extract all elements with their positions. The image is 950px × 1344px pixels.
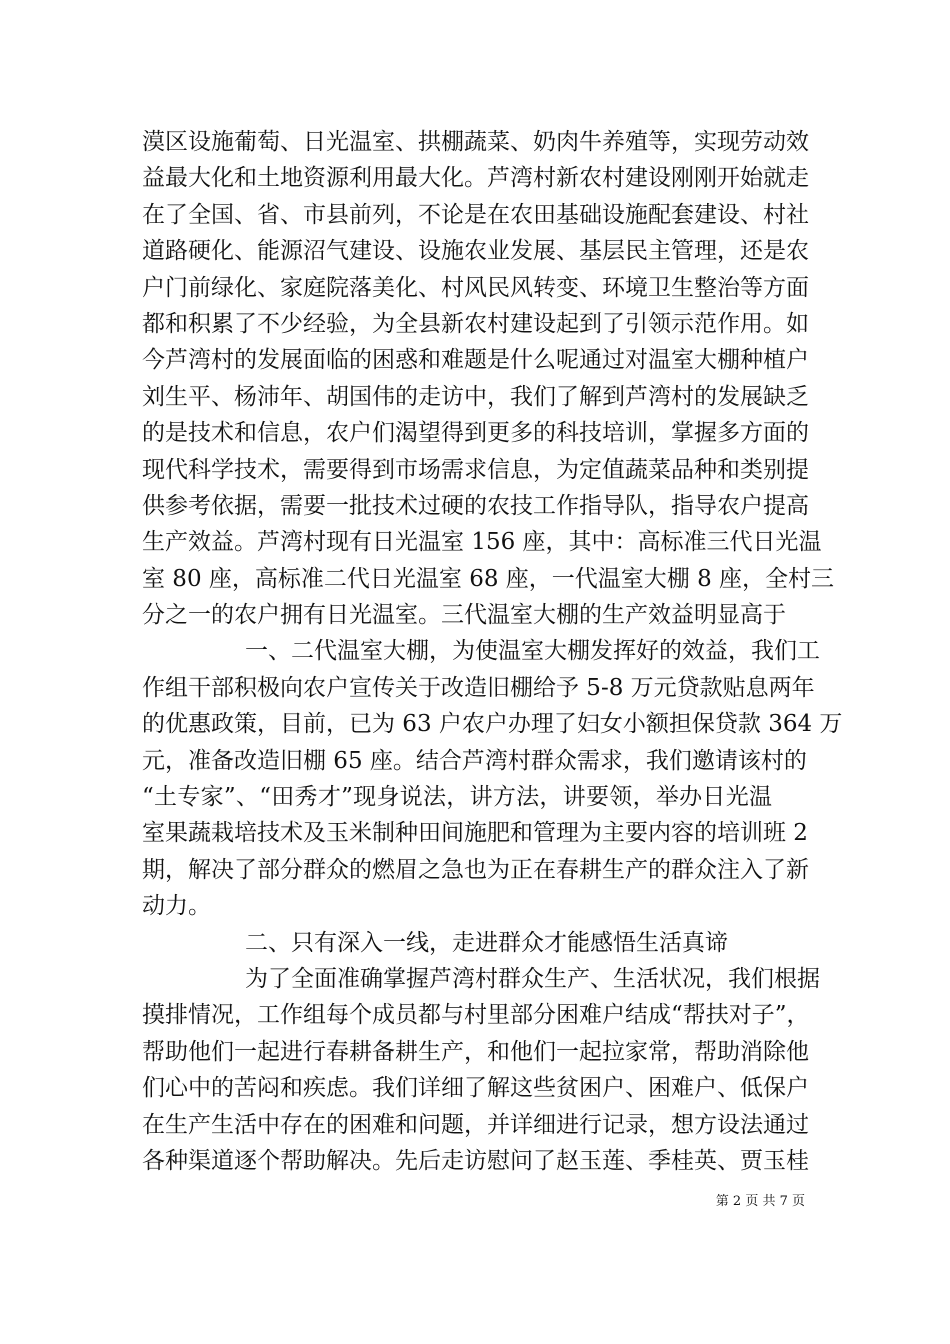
text-line: 们心中的苦闷和疾虑。我们详细了解这些贫困户、困难户、低保户 xyxy=(142,1075,809,1102)
text-line: 动力。 xyxy=(142,893,211,920)
text-line: 户门前绿化、家庭院落美化、村风民风转变、环境卫生整治等方面 xyxy=(142,274,809,301)
page-number: 第 2 页 共 7 页 xyxy=(715,1194,805,1209)
text-line: 在生产生活中存在的困难和问题，并详细进行记录，想方设法通过 xyxy=(142,1111,809,1138)
text-line: 漠区设施葡萄、日光温室、拱棚蔬菜、奶肉牛养殖等，实现劳动效 xyxy=(142,129,809,155)
text-line: 帮助他们一起进行春耕备耕生产，和他们一起拉家常，帮助消除他 xyxy=(142,1038,809,1065)
text-line: 都和积累了不少经验，为全县新农村建设起到了引领示范作用。如 xyxy=(142,310,809,337)
text-line: 为了全面准确掌握芦湾村群众生产、生活状况，我们根据 xyxy=(245,965,820,992)
text-line: 的优惠政策，目前，已为 63 户农户办理了妇女小额担保贷款 364 万 xyxy=(142,711,843,738)
text-line: 元，准备改造旧棚 65 座。结合芦湾村群众需求，我们邀请该村的 xyxy=(142,747,807,774)
text-line: 各种渠道逐个帮助解决。先后走访慰问了赵玉莲、季桂英、贾玉桂 xyxy=(142,1147,809,1174)
text-line: 室 80 座，高标准二代日光温室 68 座，一代温室大棚 8 座，全村三 xyxy=(142,565,835,592)
text-line: 期，解决了部分群众的燃眉之急也为正在春耕生产的群众注入了新 xyxy=(142,856,809,883)
document-body xyxy=(142,124,843,1179)
text-line: 益最大化和土地资源利用最大化。芦湾村新农村建设刚刚开始就走 xyxy=(142,165,809,192)
text-line: 作组干部积极向农户宣传关于改造旧棚给予 5-8 万元贷款贴息两年 xyxy=(142,674,815,701)
text-line: 一、二代温室大棚，为使温室大棚发挥好的效益，我们工 xyxy=(245,638,820,665)
text-line: 现代科学技术，需要得到市场需求信息，为定值蔬菜品种和类别提 xyxy=(142,456,809,483)
text-line: 在了全国、省、市县前列，不论是在农田基础设施配套建设、村社 xyxy=(142,201,809,228)
section-heading: 二、只有深入一线，走进群众才能感悟生活真谛 xyxy=(245,929,728,956)
text-line: 供参考依据，需要一批技术过硬的农技工作指导队，指导农户提高 xyxy=(142,492,809,519)
text-line: 生产效益。芦湾村现有日光温室 156 座，其中：高标准三代日光温 xyxy=(142,529,822,556)
text-line: 刘生平、杨沛年、胡国伟的走访中，我们了解到芦湾村的发展缺乏 xyxy=(142,383,809,410)
text-line: 今芦湾村的发展面临的困惑和难题是什么呢通过对温室大棚种植户 xyxy=(142,347,809,374)
text-line: 室果蔬栽培技术及玉米制种田间施肥和管理为主要内容的培训班 2 xyxy=(142,820,808,847)
text-line: 摸排情况，工作组每个成员都与村里部分困难户结成“帮扶对子”， xyxy=(142,1002,810,1029)
text-line: 的是技术和信息，农户们渴望得到更多的科技培训，掌握多方面的 xyxy=(142,420,809,447)
text-line: 道路硬化、能源沼气建设、设施农业发展、基层民主管理，还是农 xyxy=(142,238,809,265)
text-line: 分之一的农户拥有日光温室。三代温室大棚的生产效益明显高于 xyxy=(142,602,786,629)
text-line: “土专家”、“田秀才”现身说法，讲方法，讲要领，举办日光温 xyxy=(142,784,772,811)
